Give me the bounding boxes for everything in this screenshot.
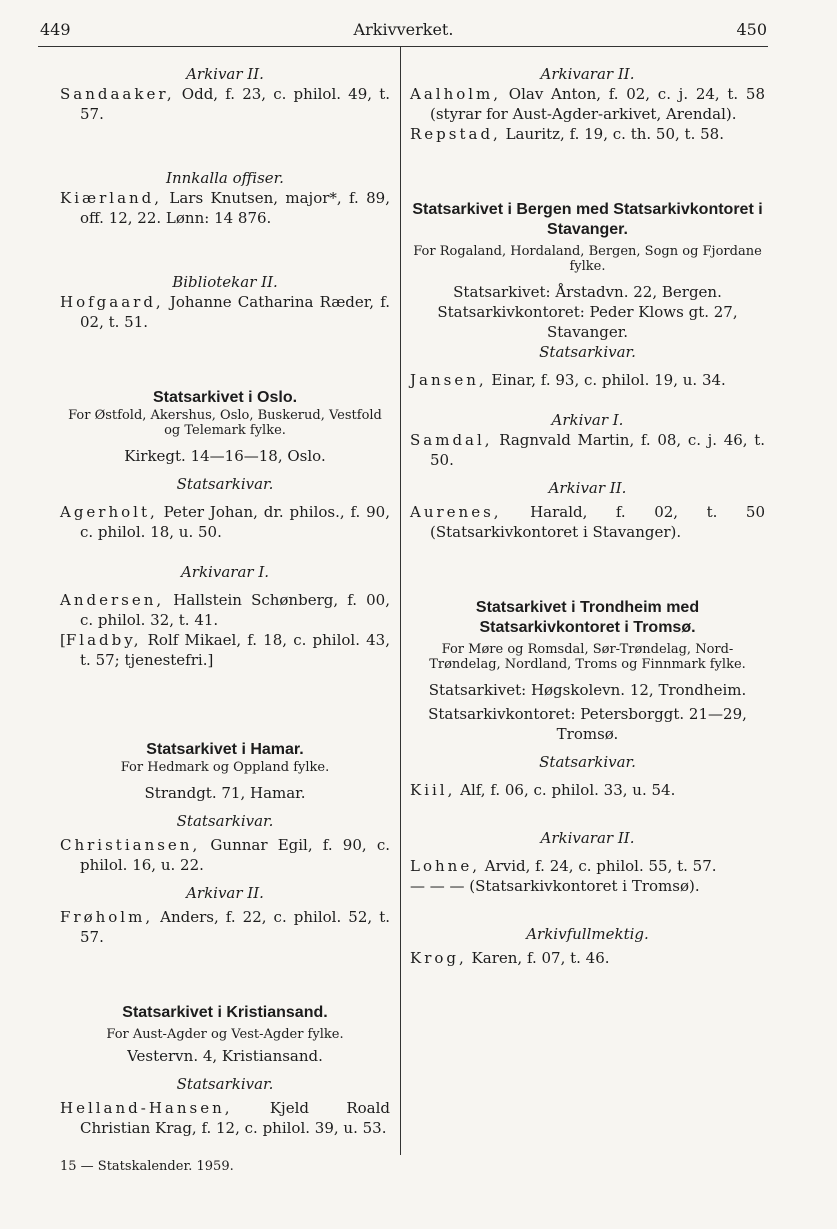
archive-subtitle: For Rogaland, Hordaland, Bergen, Sogn og Fjordane fylke.	[413, 244, 762, 274]
entry: — — — (Statsarkivkontoret i Tromsø).	[410, 877, 700, 895]
right-column	[410, 64, 765, 968]
entry: Jansen, Einar, f. 93, c. philol. 19, u. 34.	[410, 371, 726, 389]
entry: Christiansen, Gunnar Egil, f. 90, c. philol. 16, u. 22.	[60, 836, 390, 874]
running-title: Arkivverket.	[353, 20, 454, 39]
address: Statsarkivkontoret: Petersborggt. 21—29, Tromsø.	[428, 705, 747, 743]
address: Statsarkivet: Høgskolevn. 12, Trondheim.	[428, 681, 747, 699]
section-heading: Statsarkivar.	[176, 475, 274, 493]
left-column	[60, 64, 390, 1138]
archive-title-trondheim: Statsarkivet i Trondheim med Statsarkivkontoret i Tromsø.	[475, 599, 700, 636]
archive-title-hamar: Statsarkivet i Hamar.	[146, 741, 304, 758]
section-heading: Statsarkivar.	[539, 753, 636, 771]
entry: Sandaaker, Odd, f. 23, c. philol. 49, t. 57.	[60, 85, 390, 123]
section-heading: Arkivfullmektig.	[526, 925, 649, 943]
entry: Aalholm, Olav Anton, f. 02, c. j. 24, t. 58 (styrar for Aust-Agder-arkivet, Arendal).	[410, 85, 765, 123]
address: Vestervn. 4, Kristiansand.	[127, 1047, 323, 1065]
entry: [Fladby, Rolf Mikael, f. 18, c. philol. 43, t. 57; tjenestefri.]	[60, 631, 390, 669]
section-heading: Arkivarar II.	[540, 65, 635, 83]
section-heading: Arkivar I.	[551, 411, 624, 429]
entry: Lohne, Arvid, f. 24, c. philol. 55, t. 57.	[410, 857, 717, 875]
section-heading: Innkalla offiser.	[166, 169, 284, 187]
section-heading: Statsarkivar.	[176, 1075, 274, 1093]
entry: Kiil, Alf, f. 06, c. philol. 33, u. 54.	[410, 781, 676, 799]
archive-title-oslo: Statsarkivet i Oslo.	[152, 389, 298, 406]
header-rule	[38, 46, 768, 47]
column-divider	[400, 47, 401, 1155]
entry: Krog, Karen, f. 07, t. 46.	[410, 949, 610, 967]
footer-signature: 15 — Statskalender. 1959.	[60, 1159, 234, 1174]
address: Kirkegt. 14—16—18, Oslo.	[124, 447, 326, 465]
section-heading: Arkivarar II.	[540, 829, 635, 847]
section-heading: Arkivarar I.	[180, 563, 270, 581]
page-header	[40, 20, 767, 46]
section-heading: Arkivar II.	[186, 884, 264, 902]
section-heading: Arkivar II.	[548, 479, 627, 497]
section-heading: Bibliotekar II.	[172, 273, 278, 291]
archive-subtitle: For Aust-Agder og Vest-Agder fylke.	[106, 1027, 344, 1042]
address: Statsarkivkontoret: Peder Klows gt. 27, Stavanger.	[437, 303, 738, 341]
section-heading: Statsarkivar.	[176, 812, 274, 830]
entry: Helland-Hansen, Kjeld Roald Christian Krag, f. 12, c. philol. 39, u. 53.	[60, 1099, 390, 1137]
entry: Agerholt, Peter Johan, dr. philos., f. 90, c. philol. 18, u. 50.	[60, 503, 390, 541]
entry: Frøholm, Anders, f. 22, c. philol. 52, t. 57.	[60, 908, 390, 946]
address: Statsarkivet: Årstadvn. 22, Bergen.	[453, 283, 722, 301]
entry: Samdal, Ragnvald Martin, f. 08, c. j. 46, t. 50.	[410, 431, 765, 469]
address: Strandgt. 71, Hamar.	[144, 784, 306, 802]
entry: Aurenes, Harald, f. 02, t. 50 (Statsarkivkontoret i Stavanger).	[410, 503, 765, 541]
archive-subtitle: For Hedmark og Oppland fylke.	[120, 760, 330, 775]
entry: Hofgaard, Johanne Catharina Ræder, f. 02, t. 51.	[60, 293, 390, 331]
archive-subtitle: For Østfold, Akershus, Oslo, Buskerud, Vestfold og Telemark fylke.	[68, 408, 382, 438]
right-page-number: 450	[736, 20, 767, 39]
section-heading: Arkivar II.	[186, 65, 264, 83]
section-heading: Statsarkivar.	[539, 343, 636, 361]
entry: Repstad, Lauritz, f. 19, c. th. 50, t. 58.	[410, 125, 724, 143]
archive-title-kristiansand: Statsarkivet i Kristiansand.	[122, 1004, 328, 1021]
left-page-number: 449	[40, 20, 71, 39]
entry: Kiærland, Lars Knutsen, major*, f. 89, off. 12, 22. Lønn: 14 876.	[60, 189, 390, 227]
entry: Andersen, Hallstein Schønberg, f. 00, c. philol. 32, t. 41.	[60, 591, 390, 629]
archive-subtitle: For Møre og Romsdal, Sør-Trøndelag, Nord-Trøndelag, Nordland, Troms og Finnmark fylke.	[429, 642, 746, 672]
archive-title-bergen: Statsarkivet i Bergen med Statsarkivkontoret i Stavanger.	[412, 201, 763, 238]
